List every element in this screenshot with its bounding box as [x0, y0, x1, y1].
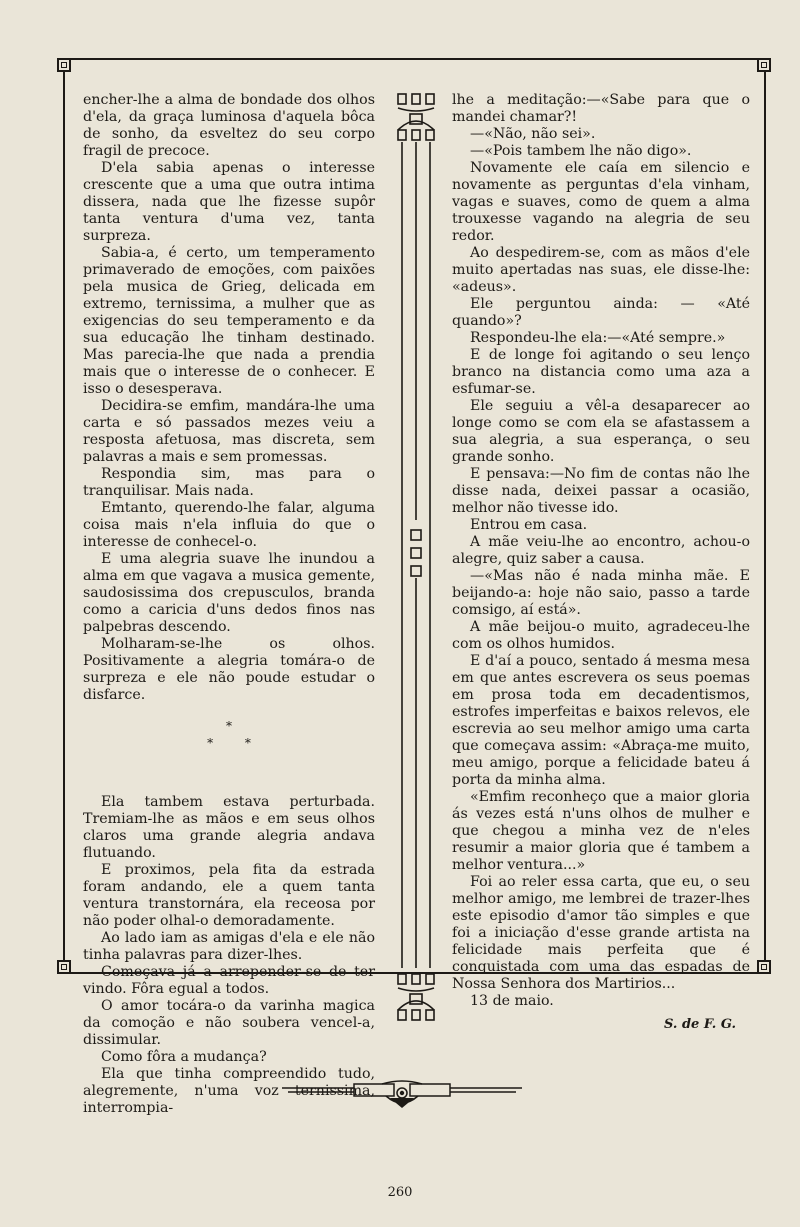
left-text-column [83, 92, 375, 1117]
section-break-star-bottom: * * [207, 736, 251, 750]
paragraph: —«Mas não é nada minha mãe. E beijando-a: hoje não saio, passo a tarde comsigo, aí está». [452, 568, 750, 618]
paragraph: Ao lado iam as amigas d'ela e ele não tinha palavras para dizer-lhes. [83, 930, 375, 963]
paragraph: encher-lhe a alma de bondade dos olhos d'ela, da graça luminosa d'aquela bôca de sonho, da esveltez do seu corpo fragil de precoce. [83, 92, 375, 159]
left-paragraphs [83, 92, 375, 704]
paragraph: —«Não, não sei». [470, 126, 596, 142]
paragraph: Respondeu-lhe ela:—«Até sempre.» [470, 330, 726, 346]
corner-ornament-top-left [57, 58, 71, 72]
right-rule [764, 72, 766, 965]
paragraph: Ao despedirem-se, com as mãos d'ele muito apertadas nas suas, ele disse-lhe: «adeus». [452, 245, 750, 295]
paragraph: E de longe foi agitando o seu lenço branco na distancia como uma aza a esfumar-se. [452, 347, 750, 397]
paragraph: Respondia sim, mas para o tranquilisar. Mais nada. [83, 466, 375, 499]
top-rule [70, 58, 762, 60]
paragraph: E pensava:—No fim de contas não lhe disse nada, deixei passar a ocasião, melhor não tivesse ido. [452, 466, 750, 516]
paragraph: Começava já a arrepender-se de ter vindo. Fôra egual a todos. [83, 964, 375, 997]
paragraph: D'ela sabia apenas o interesse crescente que a uma que outra intima dissera, nada que lhe fizesse supôr tanta ventura d'uma vez, tanta surpreza. [83, 160, 375, 244]
paragraph: E uma alegria suave lhe inundou a alma em que vagava a musica gemente, saudosissima dos crepusculos, branda como a caricia d'uns dedos finos nas palpebras descendo. [83, 551, 375, 635]
paragraph: E d'aí a pouco, sentado á mesma mesa em que antes escrevera os seus poemas em prosa toda em decadentismos, estrofes imperfeitas e baixos relevos, ele escrevia ao seu melhor amigo uma carta que começava assim: «Abraça-me muito, meu amigo, porque a felicidade bateu á porta da minha alma. [452, 653, 750, 788]
paragraph: Foi ao reler essa carta, que eu, o seu melhor amigo, me lembrei de trazer-lhes este episodio d'amor tão simples e que foi a iniciação d'esse grande artista na felicidade mais perfeita que é conquistada com uma das espadas de Nossa Senhora dos Martirios... [452, 874, 750, 992]
paragraph: Decidira-se emfim, mandára-lhe uma carta e só passados mezes veiu a resposta afetuosa, mas discreta, sem palavras a mais e sem promessas. [83, 398, 375, 465]
paragraph: Ela tambem estava perturbada. Tremiam-lhe as mãos e em seus olhos claros uma grande alegria andava flutuando. [83, 794, 375, 861]
corner-ornament-bottom-right [757, 960, 771, 974]
paragraph: Sabia-a, é certo, um temperamento primaverado de emoções, com paixões pela musica de Grieg, delicada em extremo, ternissima, a mulher que as exigencias do seu temperamento e da sua educação lhe tinham destinado. Mas parecia-lhe que nada a prendia mais que o interesse de o conhecer. E isso o desesperava. [83, 245, 375, 397]
corner-ornament-top-right [757, 58, 771, 72]
corner-ornament-bottom-left [57, 960, 71, 974]
section-break-star-top: * [226, 719, 232, 733]
paragraph: A mãe beijou-o muito, agradeceu-lhe com os olhos humidos. [452, 619, 750, 652]
paragraph: Ela que tinha compreendido tudo, alegremente, n'uma voz ternissima, interrompia- [83, 1066, 375, 1116]
paragraph: Ele perguntou ainda: — «Até quando»? [452, 296, 750, 329]
paragraph: A mãe veiu-lhe ao encontro, achou-o alegre, quiz saber a causa. [452, 534, 750, 567]
right-text-column [452, 92, 750, 1033]
page-number: 260 [387, 1185, 413, 1200]
paragraph: Ele seguiu a vêl-a desaparecer ao longe como se com ela se afastassem a sua alegria, a sua esperança, o seu grande sonho. [452, 398, 750, 465]
paragraph: Emtanto, querendo-lhe falar, alguma coisa mais n'ela influia do que o interesse de conhecel-o. [83, 500, 375, 550]
paragraph: «Emfim reconheço que a maior gloria ás vezes está n'uns olhos de mulher e que chegou a minha vez de n'eles resumir a maior gloria que é tambem a melhor ventura...» [452, 789, 750, 873]
section-break-stars [83, 718, 375, 752]
paragraph: Entrou em casa. [470, 517, 588, 533]
paragraph: Novamente ele caía em silencio e novamente as perguntas d'ela vinham, vagas e suaves, como de quem a alma trouxesse vagando na alegria de seu redor. [452, 160, 750, 244]
author-signature: S. de F. G. [663, 1017, 736, 1032]
paragraph: —«Pois tambem lhe não digo». [470, 143, 692, 159]
paragraph: E proximos, pela fita da estrada foram andando, ele a quem tanta ventura transtornára, ela receosa por não poder olhal-o demoradamente. [83, 862, 375, 929]
paragraph: O amor tocára-o da varinha magica da comoção e não soubera vencel-a, dissimular. [83, 998, 375, 1048]
right-paragraphs [452, 92, 750, 993]
left-rule [63, 72, 65, 965]
article-date: 13 de maio. [470, 993, 554, 1009]
paragraph: Molharam-se-lhe os olhos. Positivamente a alegria tomára-o de surpreza e ele não poude estudar o disfarce. [83, 636, 375, 703]
paragraph: Como fôra a mudança? [101, 1049, 267, 1065]
tailpiece-ornament [282, 1080, 522, 1110]
left-paragraphs-continued [83, 794, 375, 1117]
column-divider-ornament [392, 90, 440, 1028]
paragraph: lhe a meditação:—«Sabe para que o mandei chamar?! [452, 92, 750, 125]
